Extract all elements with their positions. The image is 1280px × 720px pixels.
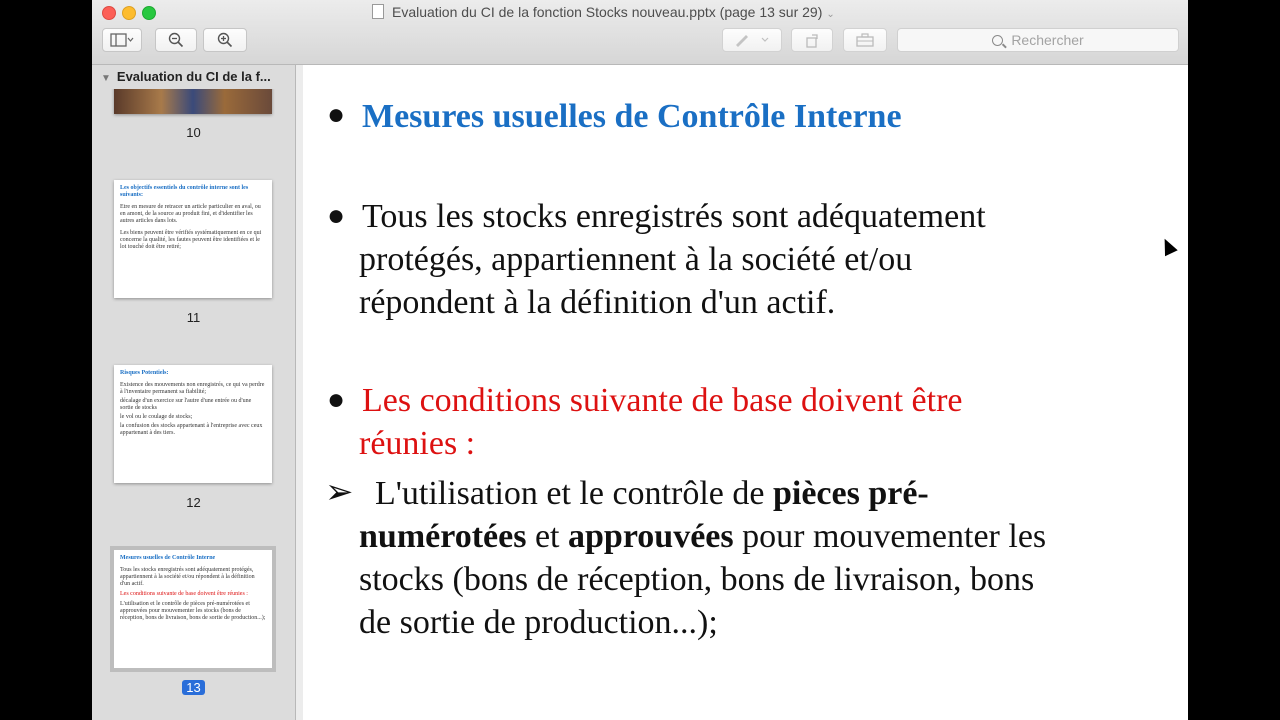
search-placeholder: Rechercher	[1011, 32, 1084, 48]
window-title	[372, 4, 932, 20]
paragraph-line: protégés, appartiennent à la société et/ou	[359, 241, 913, 278]
thumb-text: Existence des mouvements non enregistrés, ce qui va perdre à l'inventaire permanent sa fiabilité;	[120, 382, 265, 395]
zoom-in-icon	[217, 32, 233, 48]
page-number-13[interactable]: 13	[92, 680, 295, 695]
thumb-heading: Les objectifs essentiels du contrôle interne sont les suivants:	[120, 185, 249, 198]
paragraph-line: Tous les stocks enregistrés sont adéquatement	[362, 198, 986, 235]
thumbnail-sidebar[interactable]	[92, 65, 296, 720]
text-run: et	[526, 518, 568, 555]
page-number-12[interactable]: 12	[186, 495, 201, 510]
thumb-text: L'utilisation et le contrôle de pièces pré-numérotées et approuvées pour mouvementer les stocks (bons de réception, bons de livraison, bons de sortie de production...);	[120, 601, 266, 621]
pen-icon	[732, 33, 772, 47]
toolbox-icon	[856, 33, 874, 47]
thumb-text: décalage d'un exercice sur l'autre d'une entrée ou d'une sortie de stocks	[120, 398, 252, 411]
zoom-window-button[interactable]	[142, 6, 156, 20]
slide-paragraph-2: Les conditions suivante de base doivent être	[362, 382, 963, 419]
bold-text-run: approuvées	[568, 518, 734, 555]
toolbox-button[interactable]	[843, 28, 887, 52]
bullet-dot: ●	[327, 98, 346, 131]
thumb-text: la confusion des stocks appartenant à l'entreprise avec ceux appartenant à des tiers.	[120, 423, 263, 436]
slide-paragraph-1	[362, 195, 986, 238]
paragraph-line: stocks (bons de réception, bons de livraison, bons	[359, 561, 1035, 598]
document-icon	[372, 4, 384, 19]
rotate-button[interactable]	[791, 28, 833, 52]
minimize-window-button[interactable]	[122, 6, 136, 20]
thumb-text: le vol ou le coulage de stocks;	[120, 414, 193, 420]
search-field[interactable]	[897, 28, 1179, 52]
title-bar	[92, 0, 1188, 65]
zoom-out-icon	[168, 32, 184, 48]
close-window-button[interactable]	[102, 6, 116, 20]
preview-window	[92, 0, 1188, 720]
page-number-10[interactable]: 10	[186, 125, 201, 140]
slide-paragraph-3	[375, 472, 929, 515]
search-icon	[992, 35, 1003, 46]
slide-heading: Mesures usuelles de Contrôle Interne	[362, 98, 902, 135]
slide-paragraph-3-cont	[359, 515, 1046, 644]
bullet-dot: ●	[327, 383, 346, 416]
sidebar-document-header[interactable]	[92, 65, 295, 89]
rotate-icon	[804, 32, 820, 48]
paragraph-line: de sortie de production...);	[359, 604, 718, 641]
thumb-text: Etre en mesure de retracer un article particulier en aval, ou en amont, de la source au produit fini, et d'identifier les autres articles dans lots.	[120, 204, 261, 224]
page-thumbnail-12[interactable]	[114, 365, 272, 483]
thumb-heading: Risques Potentiels:	[120, 370, 169, 376]
thumb-heading: Mesures usuelles de Contrôle Interne	[120, 555, 216, 561]
slide-paragraph-1-cont	[359, 238, 912, 324]
zoom-out-button[interactable]	[155, 28, 197, 52]
sidebar-icon	[110, 33, 134, 47]
page-thumbnail-13[interactable]	[114, 550, 272, 668]
chevron-down-icon[interactable]: ⌄	[826, 9, 835, 20]
text-run: pour mouvementer les	[733, 518, 1047, 555]
slide-paragraph-2-cont: réunies :	[359, 425, 476, 462]
page-thumbnail-11[interactable]	[114, 180, 272, 298]
sidebar-document-title: Evaluation du CI de la f...	[116, 69, 271, 84]
thumb-text: Les biens peuvent être vérifiés systématiquement en ce qui concerne la qualité, les fautes peuvent être identifiées et le lot touché doit être retiré;	[120, 230, 262, 250]
thumb-text: Les conditions suivante de base doivent être réunies :	[120, 591, 248, 597]
page-thumbnail-10[interactable]	[114, 85, 272, 114]
window-title-text: Evaluation du CI de la fonction Stocks nouveau.pptx (page 13 sur 29)	[392, 4, 823, 20]
thumb-text: Tous les stocks enregistrés sont adéquatement protégés, appartiennent à la société et/ou répondent à la définition d'un actif.	[120, 567, 255, 587]
paragraph-line: répondent à la définition d'un actif.	[359, 284, 836, 321]
disclosure-triangle-icon[interactable]: ▼	[101, 73, 111, 84]
arrow-bullet-icon: ➢	[325, 474, 354, 511]
page-number-11[interactable]: 11	[186, 310, 201, 325]
bold-text-run: pièces pré-	[772, 475, 929, 512]
sidebar-toggle-button[interactable]	[102, 28, 142, 52]
slide-view[interactable]	[303, 65, 1188, 720]
bullet-dot: ●	[327, 199, 346, 232]
bold-text-run: numérotées	[359, 518, 527, 555]
zoom-in-button[interactable]	[203, 28, 247, 52]
markup-button[interactable]	[722, 28, 782, 52]
text-run: L'utilisation et le contrôle de	[375, 475, 773, 512]
